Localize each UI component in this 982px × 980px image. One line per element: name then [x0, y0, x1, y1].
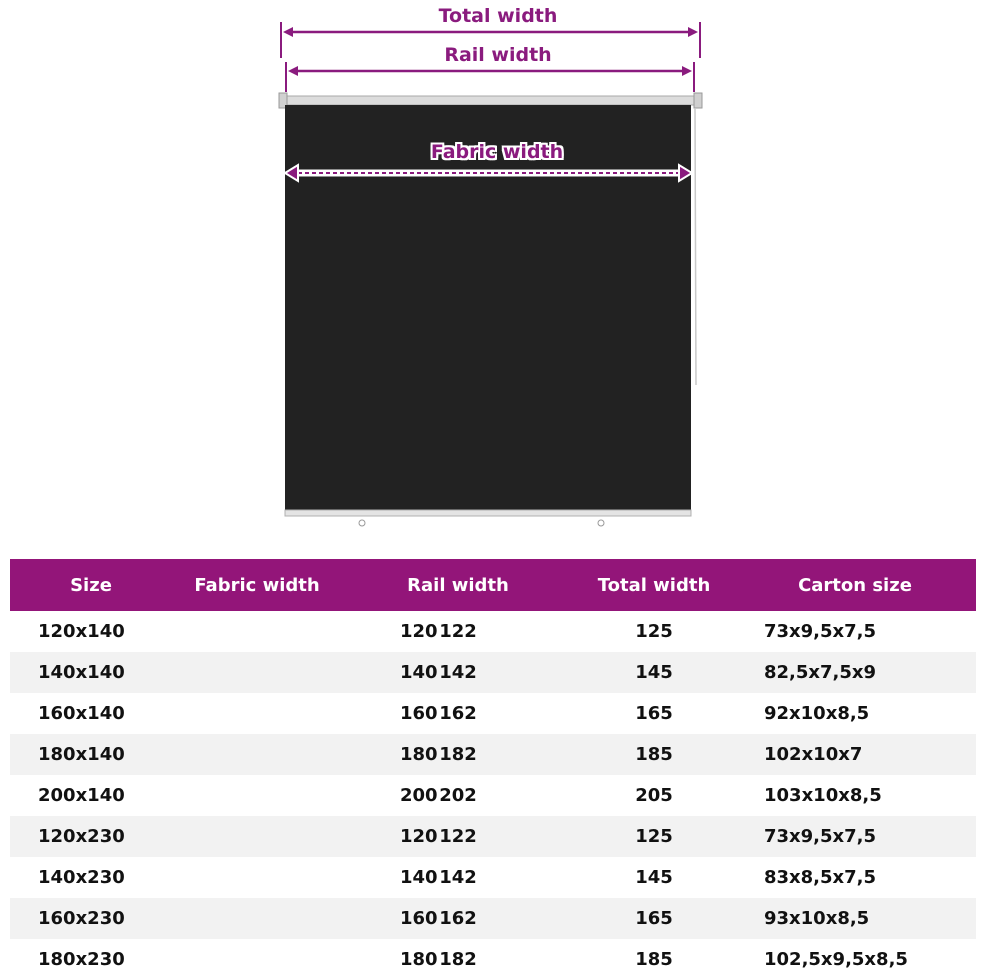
rail-width-cell: 182: [342, 734, 574, 775]
rail-width-cell: 122: [342, 816, 574, 857]
size-cell: 160x140: [38, 703, 125, 724]
total-width-cell: 145: [635, 867, 673, 888]
rail-width-cell: 182: [439, 949, 477, 970]
table-row: [10, 857, 976, 898]
rail-width-cell: 162: [342, 898, 574, 939]
carton-size-cell: 92x10x8,5: [764, 703, 870, 724]
carton-size-cell: 103x10x8,5: [764, 785, 882, 806]
total-width-label: Total width: [438, 5, 558, 27]
fabric-width-cell: 120: [172, 816, 342, 857]
carton-size-cell: 82,5x7,5x9: [734, 652, 976, 693]
bottom-bar: [285, 510, 691, 526]
column-header-total-width: Total width: [574, 559, 734, 611]
fabric-width-cell: 200: [400, 785, 438, 806]
rail-width-cell: 122: [439, 621, 477, 642]
blind-fabric: [285, 105, 691, 511]
fabric-width-cell: 140: [400, 867, 438, 888]
size-cell: 200x140: [38, 785, 125, 806]
rail-width-cell: 142: [342, 652, 574, 693]
table-row: [10, 775, 976, 816]
total-width-cell: 185: [635, 949, 673, 970]
total-width-cell: 125: [574, 816, 734, 857]
total-width-cell: 205: [635, 785, 673, 806]
total-width-cell: 185: [574, 734, 734, 775]
column-header-size: Size: [10, 559, 172, 611]
rail-width-cell: 162: [439, 703, 477, 724]
table-row: [10, 611, 976, 652]
table-row: [10, 939, 976, 980]
total-width-cell: 125: [635, 621, 673, 642]
total-width-cell: 165: [574, 898, 734, 939]
size-cell: 120x140: [38, 621, 125, 642]
rail-width-cell: 202: [439, 785, 477, 806]
size-cell: 140x230: [38, 867, 125, 888]
total-width-cell: 145: [574, 652, 734, 693]
fabric-width-cell: 160: [172, 898, 342, 939]
size-cell: 120x230: [10, 816, 172, 857]
carton-size-cell: 102x10x7: [734, 734, 976, 775]
fabric-width-label: Fabric width: [430, 141, 564, 163]
rail-width-cell: 142: [439, 867, 477, 888]
column-header-rail-width: Rail width: [342, 559, 574, 611]
table-row: [10, 898, 976, 939]
table-header: [10, 559, 976, 611]
fabric-width-cell: 180: [400, 949, 438, 970]
column-header-carton-size: Carton size: [734, 559, 976, 611]
pull-chain: [695, 108, 696, 385]
size-cell: 140x140: [10, 652, 172, 693]
carton-size-cell: 73x9,5x7,5: [764, 621, 877, 642]
table-row: [10, 734, 976, 775]
size-cell: 180x140: [10, 734, 172, 775]
carton-size-cell: 102,5x9,5x8,5: [764, 949, 908, 970]
table-row: [10, 816, 976, 857]
fabric-width-cell: 180: [172, 734, 342, 775]
size-cell: 160x230: [10, 898, 172, 939]
table-body: [10, 611, 976, 980]
size-cell: 180x230: [38, 949, 125, 970]
carton-size-cell: 83x8,5x7,5: [764, 867, 877, 888]
fabric-width-cell: 140: [172, 652, 342, 693]
table-row: [10, 652, 976, 693]
column-header-fabric-width: Fabric width: [172, 559, 342, 611]
total-width-cell: 165: [635, 703, 673, 724]
fabric-width-cell: 120: [400, 621, 438, 642]
fabric-width-cell: 160: [400, 703, 438, 724]
rail-width-arrow: [286, 62, 694, 92]
carton-size-cell: 93x10x8,5: [734, 898, 976, 939]
size-specification-table: [10, 559, 976, 980]
table-row: [10, 693, 976, 734]
rail-width-label: Rail width: [444, 44, 552, 66]
carton-size-cell: 73x9,5x7,5: [734, 816, 976, 857]
